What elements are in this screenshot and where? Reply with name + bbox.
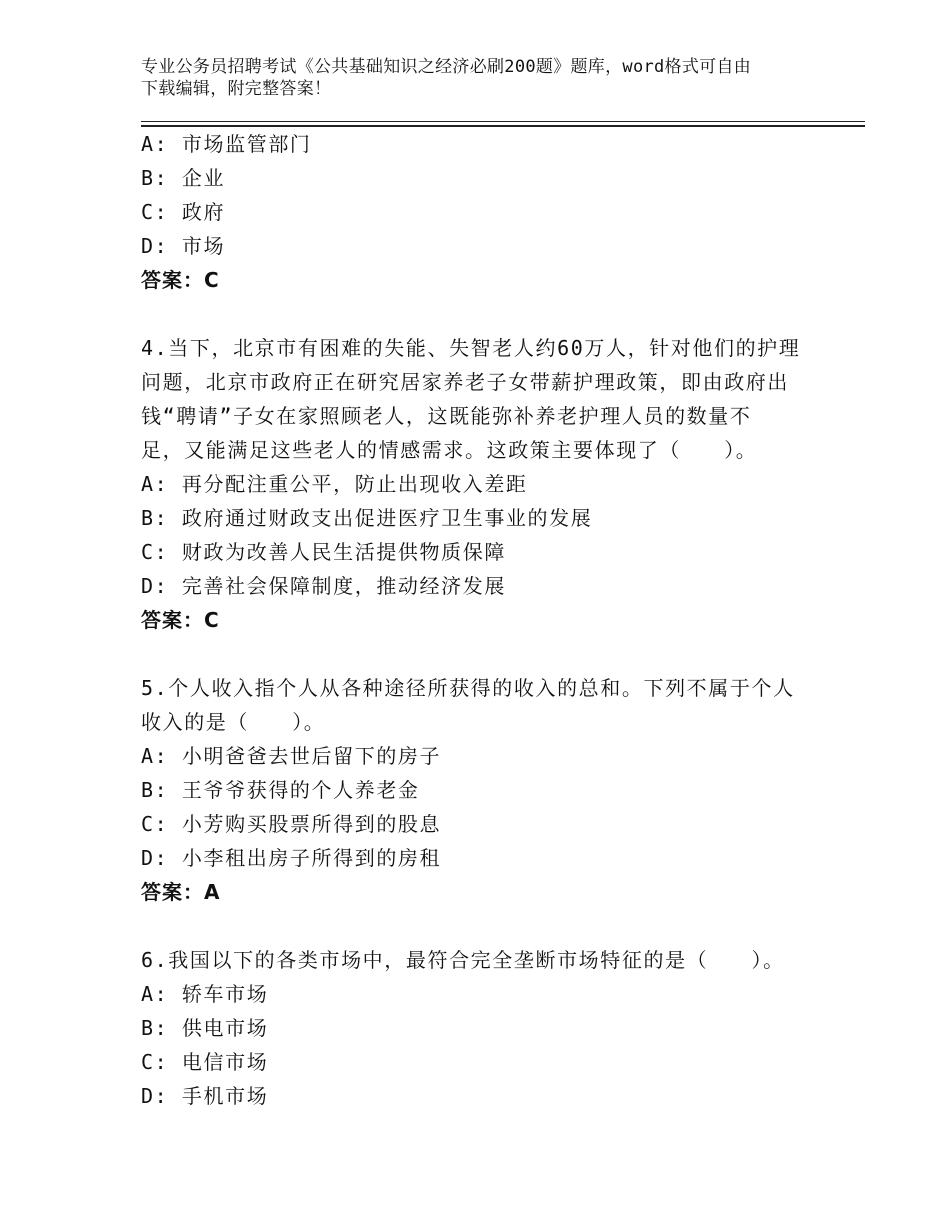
- option-a: A: 再分配注重公平，防止出现收入差距: [141, 472, 528, 496]
- option-a: A: 市场监管部门: [141, 132, 312, 156]
- option-c: C: 财政为改善人民生活提供物质保障: [141, 540, 506, 564]
- spacer: [141, 637, 841, 671]
- question-stem-line: 钱“聘请”子女在家照顾老人，这既能弥补养老护理人员的数量不: [141, 404, 752, 428]
- answer: 答案：C: [141, 268, 220, 292]
- question-4: [141, 331, 841, 637]
- option-c: C: 小芳购买股票所得到的股息: [141, 812, 442, 836]
- question-stem-line: 足，又能满足这些老人的情感需求。这政策主要体现了（ ）。: [141, 438, 758, 462]
- option-d: D: 手机市场: [141, 1084, 269, 1108]
- page-header: [141, 56, 821, 100]
- question-stem-line: 4.当下，北京市有困难的失能、失智老人约60万人，针对他们的护理: [141, 336, 801, 360]
- question-list: [141, 127, 841, 1113]
- option-c: C: 电信市场: [141, 1050, 269, 1074]
- question-6: [141, 943, 841, 1113]
- option-b: B: 王爷爷获得的个人养老金: [141, 778, 420, 802]
- header-rule-thin: [141, 121, 865, 122]
- header-line-2: 下载编辑，附完整答案！: [141, 79, 332, 99]
- option-d: D: 市场: [141, 234, 226, 258]
- option-b: B: 政府通过财政支出促进医疗卫生事业的发展: [141, 506, 593, 530]
- question-stem-line: 问题，北京市政府正在研究居家养老子女带薪护理政策，即由政府出: [141, 370, 789, 394]
- question-stem-line: 5.个人收入指个人从各种途径所获得的收入的总和。下列不属于个人: [141, 676, 795, 700]
- spacer: [141, 909, 841, 943]
- option-b: B: 企业: [141, 166, 226, 190]
- question-5: [141, 671, 841, 909]
- question-stem-line: 收入的是（ ）。: [141, 710, 326, 734]
- answer: 答案：A: [141, 880, 221, 904]
- option-b: B: 供电市场: [141, 1016, 269, 1040]
- question-stem-line: 6.我国以下的各类市场中，最符合完全垄断市场特征的是（ ）。: [141, 948, 785, 972]
- spacer: [141, 297, 841, 331]
- option-d: D: 完善社会保障制度，推动经济发展: [141, 574, 506, 598]
- option-a: A: 小明爸爸去世后留下的房子: [141, 744, 442, 768]
- answer: 答案：C: [141, 608, 220, 632]
- header-line-1: 专业公务员招聘考试《公共基础知识之经济必刷200题》题库，word格式可自由: [141, 57, 752, 77]
- question-3: [141, 127, 841, 297]
- option-d: D: 小李租出房子所得到的房租: [141, 846, 442, 870]
- option-a: A: 轿车市场: [141, 982, 269, 1006]
- option-c: C: 政府: [141, 200, 226, 224]
